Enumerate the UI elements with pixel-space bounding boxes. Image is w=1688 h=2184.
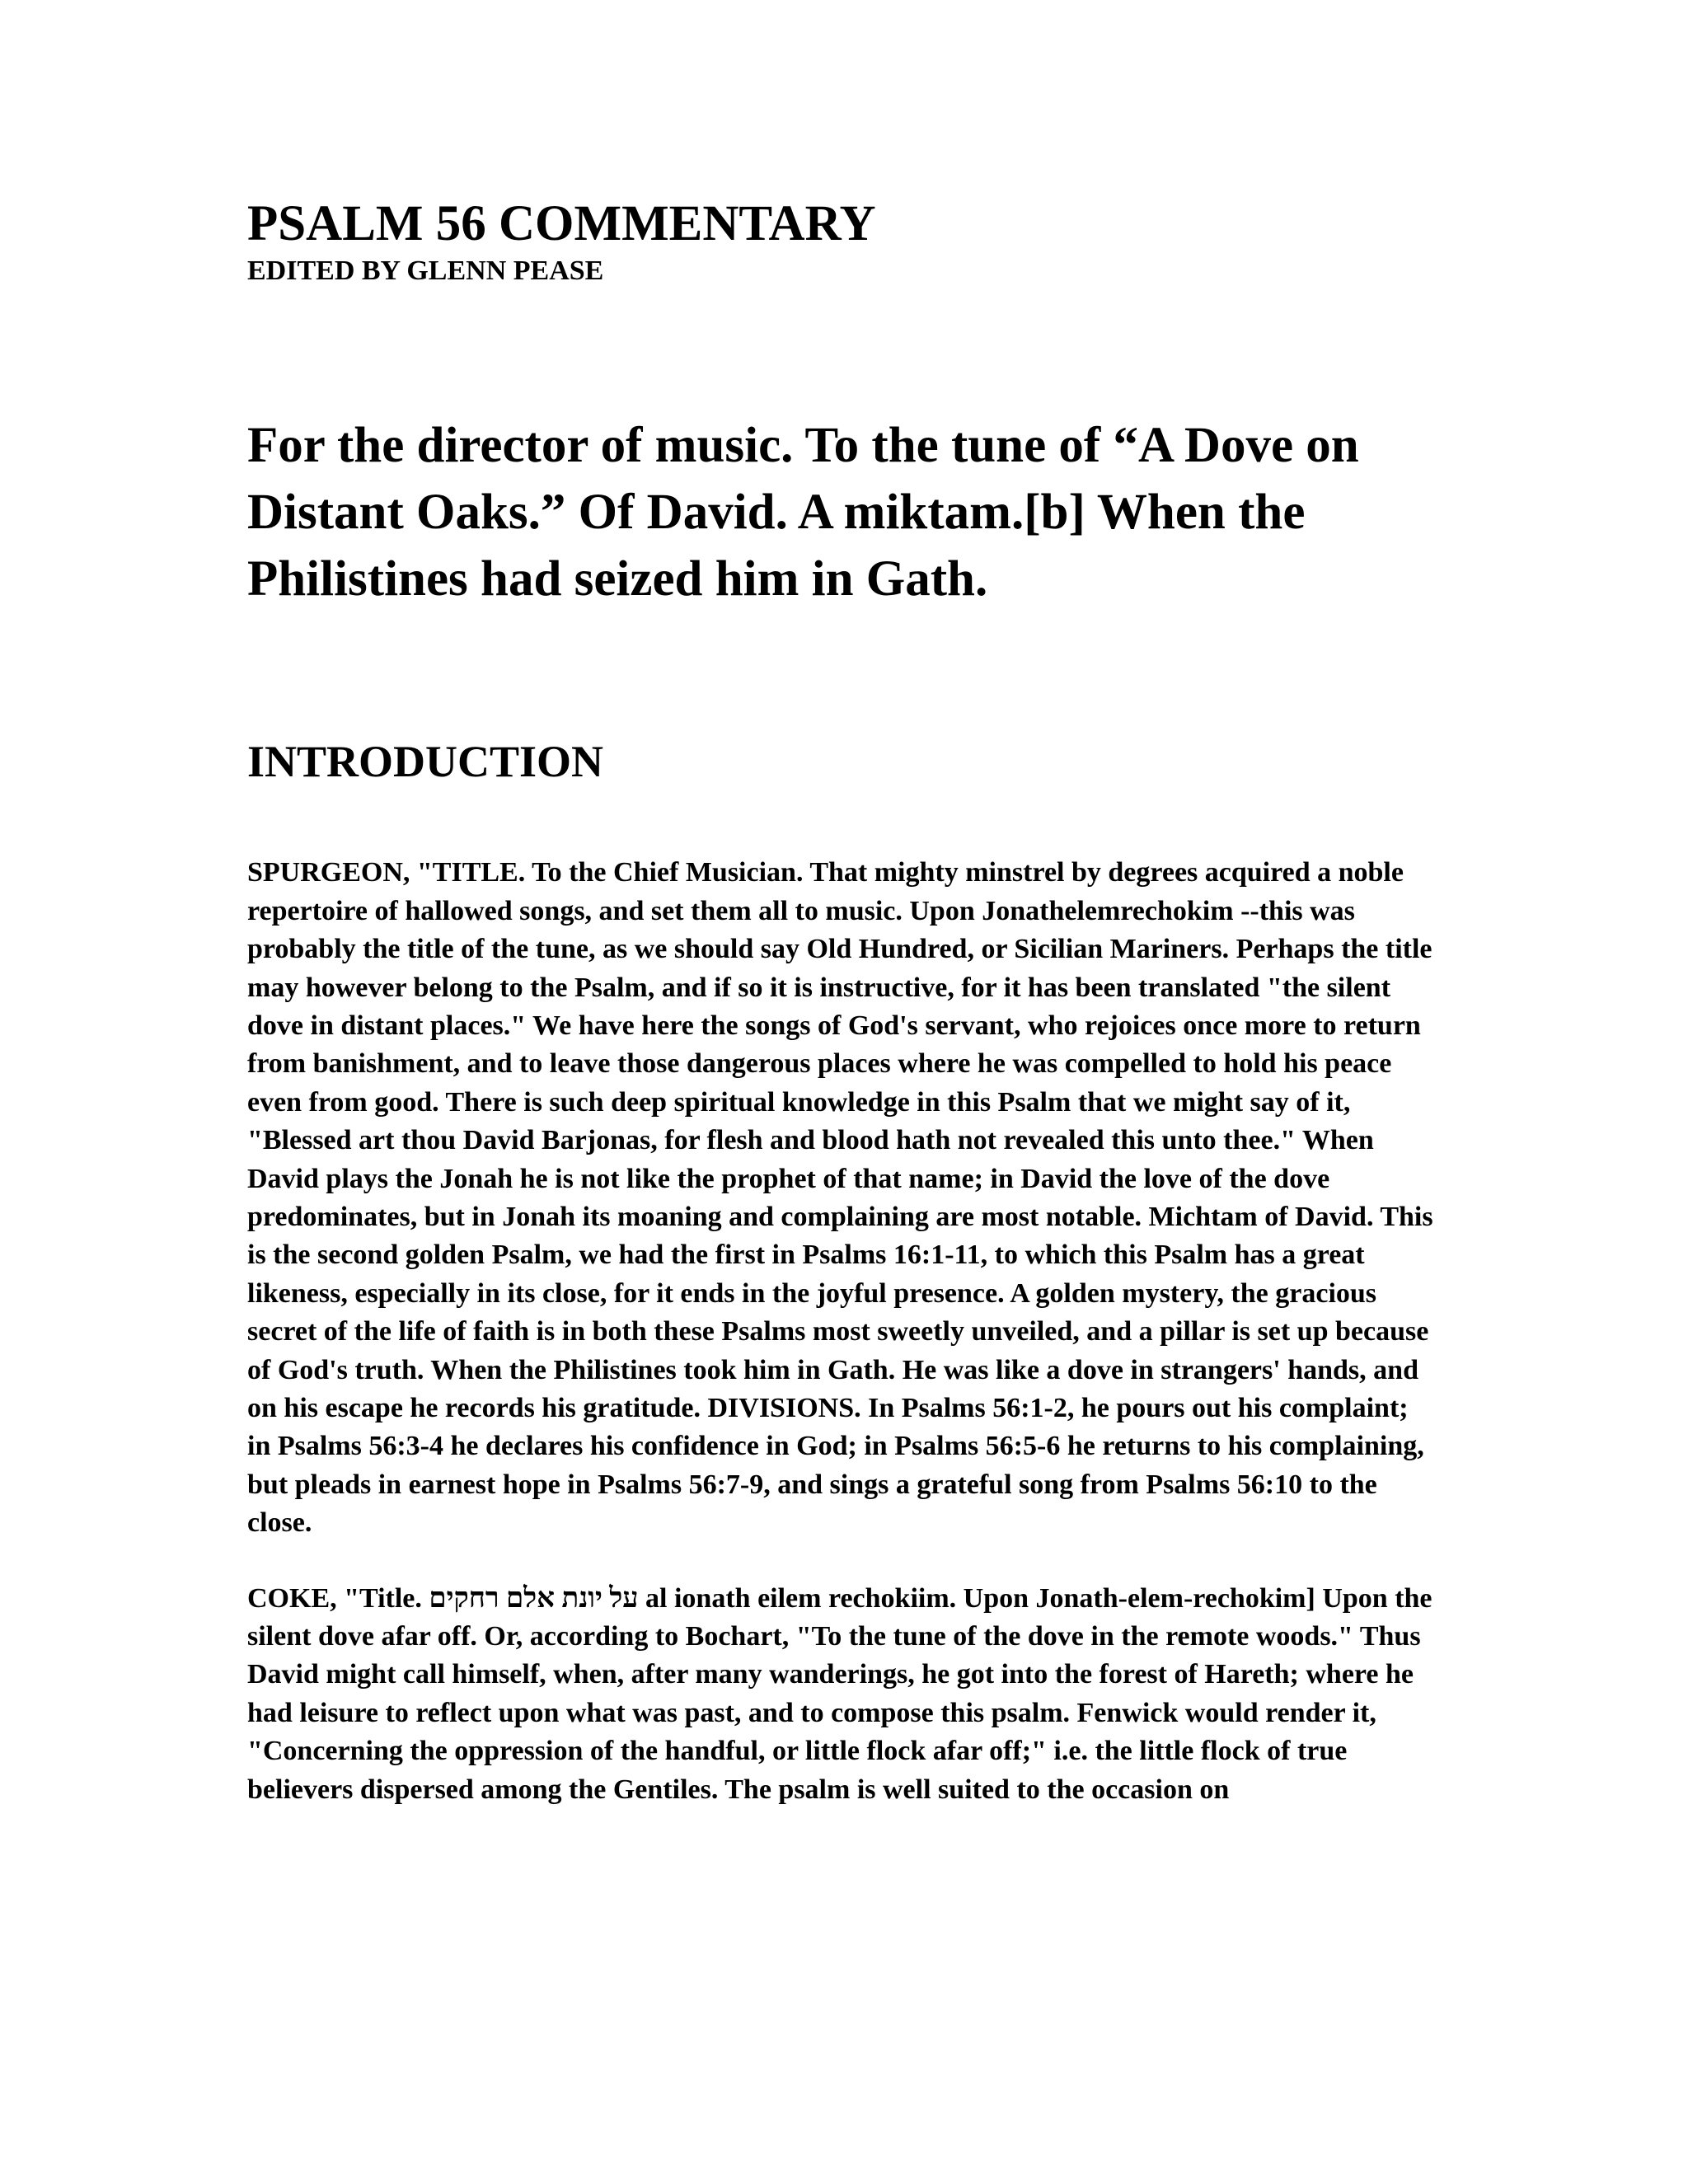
hebrew-title-text: על יונת אלם רחקים xyxy=(429,1582,639,1614)
coke-body-text: al ionath eilem rechokiim. Upon Jonath-elem-rechokim] Upon the silent dove afar off. Or, according to Bochart, "To the tune of the dove in the remote woods." Thus David might call himself, when, after many wanderings, he got into the forest of Hareth; where he had leisure to reflect upon what was past, and to compose this psalm. Fenwick would render it, "Concerning the oppression of the handful, or little flock afar off;" i.e. the little flock of true believers dispersed among the Gentiles. The psalm is well suited to the occasion on xyxy=(247,1582,1432,1805)
document-title: PSALM 56 COMMENTARY xyxy=(247,196,876,251)
spurgeon-paragraph: SPURGEON, "TITLE. To the Chief Musician. That mighty minstrel by degrees acquired a noble repertoire of hallowed songs, and set them all to music. Upon Jonathelemrechokim --this was probably the title of the tune, as we should say Old Hundred, or Sicilian Mariners. Perhaps the title may however belong to the Psalm, and if so it is instructive, for it has been translated "the silent dove in distant places." We have here the songs of God's servant, who rejoices once more to return from banishment, and to leave those dangerous places where he was compelled to hold his peace even from good. There is such deep spiritual knowledge in this Psalm that we might say of it, "Blessed art thou David Barjonas, for flesh and blood hath not revealed this unto thee." When David plays the Jonah he is not like the prophet of that name; in David the love of the dove predominates, but in Jonah its moaning and complaining are most notable. Michtam of David. This is the second golden Psalm, we had the first in Psalms 16:1-11, to which this Psalm has a great likeness, especially in its close, for it ends in the joyful presence. A golden mystery, the gracious secret of the life of faith is in both these Psalms most sweetly unveiled, and a pillar is set up because of God's truth. When the Philistines took him in Gath. He was like a dove in strangers' hands, and on his escape he records his gratitude. DIVISIONS. In Psalms 56:1-2, he pours out his complaint; in Psalms 56:3-4 he declares his confidence in God; in Psalms 56:5-6 he returns to his complaining, but pleads in earnest hope in Psalms 56:7-9, and sings a grateful song from Psalms 56:10 to the close. xyxy=(247,857,1433,1539)
coke-intro-text: COKE, "Title. xyxy=(247,1582,422,1614)
editor-credit: EDITED BY GLENN PEASE xyxy=(247,255,604,287)
document-page xyxy=(247,196,1434,1809)
psalm-superscription: For the director of music. To the tune of “A Dove on Distant Oaks.” Of David. A miktam.[b] When the Philistines had seized him in Gath. xyxy=(247,417,1359,607)
coke-paragraph xyxy=(247,1580,1434,1809)
section-heading-introduction: INTRODUCTION xyxy=(247,736,604,786)
